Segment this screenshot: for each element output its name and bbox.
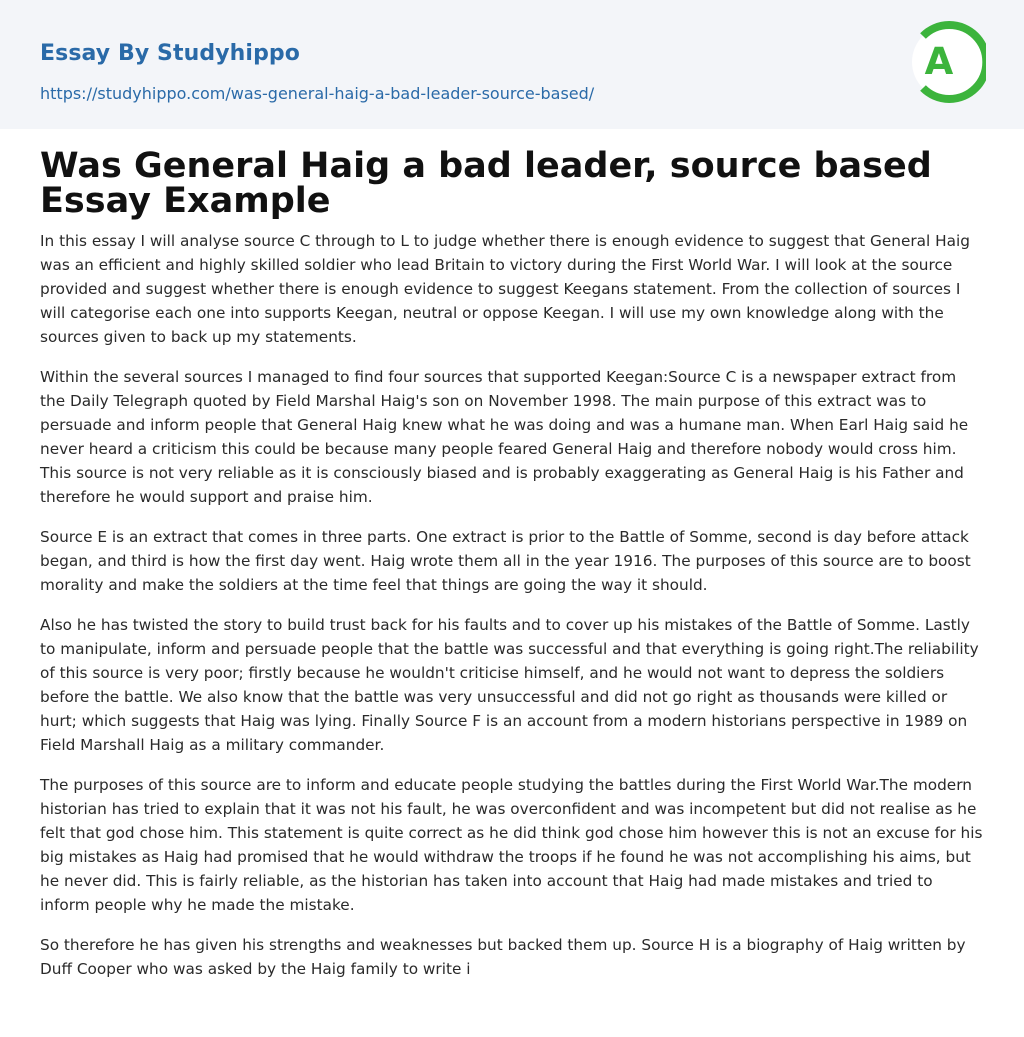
article-paragraph: Within the several sources I managed to find four sources that supported Keegan:Source C is a newspaper extract from the Daily Telegraph quoted by Field Marshal Haig's son on November 1998. The main purpose of this extract was to persuade and inform people that General Haig knew what he was doing and was a humane man. When Earl Haig said he never heard a criticism this could be because many people feared General Haig and therefore nobody would cross him. This source is not very reliable as it is consciously biased and is probably exaggerating as General Haig is his Father and therefore he would support and praise him. <box>40 368 969 506</box>
article-paragraph: So therefore he has given his strengths and weaknesses but backed them up. Source H is a biography of Haig written by Duff Cooper who was asked by the Haig family to write i <box>40 936 966 978</box>
article-paragraph: In this essay I will analyse source C through to L to judge whether there is enough evidence to suggest that General Haig was an efficient and highly skilled soldier who lead Britain to victory during the First World War. I will look at the source provided and suggest whether there is enough evidence to suggest Keegans statement. From the collection of sources I will categorise each one into supports Keegan, neutral or oppose Keegan. I will use my own knowledge along with the sources given to back up my statements. <box>40 232 970 346</box>
article-title: Was General Haig a bad leader, source based Essay Example <box>40 146 932 221</box>
site-brand[interactable]: Essay By Studyhippo <box>40 41 300 66</box>
article-paragraph: Also he has twisted the story to build trust back for his faults and to cover up his mistakes of the Battle of Somme. Lastly to manipulate, inform and persuade people that the battle was successful and that everything is going right.The reliability of this source is very poor; firstly because he wouldn't criticise himself, and he would not want to depress the soldiers before the battle. We also know that the battle was very unsuccessful and did not go right as thousands were killed or hurt; which suggests that Haig was lying. Finally Source F is an account from a modern historians perspective in 1989 on Field Marshall Haig as a military commander. <box>40 616 979 754</box>
studyhippo-logo-icon[interactable] <box>912 20 986 106</box>
article-url-link[interactable]: https://studyhippo.com/was-general-haig-a-bad-leader-source-based/ <box>40 84 595 103</box>
logo-letter: A <box>924 40 954 83</box>
article-paragraph: Source E is an extract that comes in three parts. One extract is prior to the Battle of Somme, second is day before attack began, and third is how the first day went. Haig wrote them all in the year 1916. The purposes of this source are to boost morality and make the soldiers at the time feel that things are going the way it should. <box>40 528 971 594</box>
article <box>40 146 984 997</box>
site-header <box>0 0 1024 129</box>
article-paragraph: The purposes of this source are to inform and educate people studying the battles during the First World War.The modern historian has tried to explain that it was not his fault, he was overconfident and was incompetent but did not realise as he felt that god chose him. This statement is quite correct as he did think god chose him however this is not an excuse for his big mistakes as Haig had promised that he would withdraw the troops if he found he was not accomplishing his aims, but he never did. This is fairly reliable, as the historian has taken into account that Haig had made mistakes and tried to inform people why he made the mistake. <box>40 776 983 914</box>
